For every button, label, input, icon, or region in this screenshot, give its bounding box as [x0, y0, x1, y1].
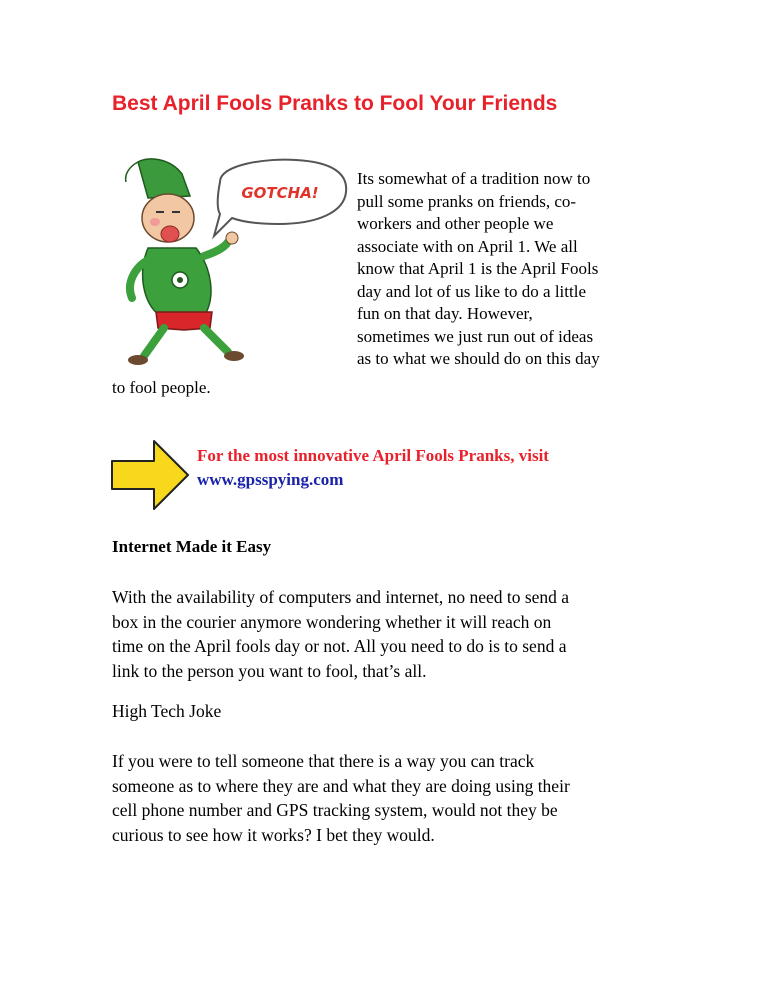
intro-line: fun on that day. However, [357, 304, 533, 323]
intro-line: as to what we should do on this day [357, 349, 600, 368]
paragraph-line: someone as to where they are and what they are doing using their [112, 775, 570, 796]
promo-text: For the most innovative April Fools Pranks, visit [197, 446, 549, 465]
gotcha-elf-illustration [108, 152, 354, 374]
intro-line: Its somewhat of a tradition now to [357, 169, 591, 188]
paragraph-line: box in the courier anymore wondering whether it will reach on [112, 611, 552, 632]
intro-line: day and lot of us like to do a little [357, 281, 586, 301]
paragraph-line: time on the April fools day or not. All you need to do is to send a [112, 636, 567, 657]
promo-link[interactable]: www.gpsspying.com [197, 470, 344, 489]
arrow-right-icon [110, 437, 190, 513]
page-title: Best April Fools Pranks to Fool Your Friends [112, 92, 558, 115]
paragraph-line: curious to see how it works? I bet they would. [112, 825, 435, 846]
intro-line: pull some pranks on friends, co- [357, 191, 577, 211]
bubble-text: GOTCHA! [241, 184, 319, 202]
paragraph-line: link to the person you want to fool, that’s all. [112, 661, 427, 682]
intro-line: associate with on April 1. We all [357, 236, 578, 256]
paragraph-line: If you were to tell someone that there is a way you can track [112, 751, 535, 771]
section-heading-internet: Internet Made it Easy [112, 537, 272, 556]
intro-line: know that April 1 is the April Fools [357, 259, 599, 278]
section-paragraph-internet [112, 585, 569, 684]
promo-callout [197, 444, 549, 492]
paragraph-line: With the availability of computers and internet, no need to send a [112, 587, 570, 607]
intro-tail: to fool people. [112, 378, 211, 397]
section-heading-high-tech: High Tech Joke [112, 701, 222, 721]
section-paragraph-high-tech [112, 749, 570, 848]
paragraph-line: cell phone number and GPS tracking system, would not they be [112, 800, 558, 821]
intro-line: sometimes we just run out of ideas [357, 326, 594, 346]
intro-line: workers and other people we [357, 214, 554, 233]
